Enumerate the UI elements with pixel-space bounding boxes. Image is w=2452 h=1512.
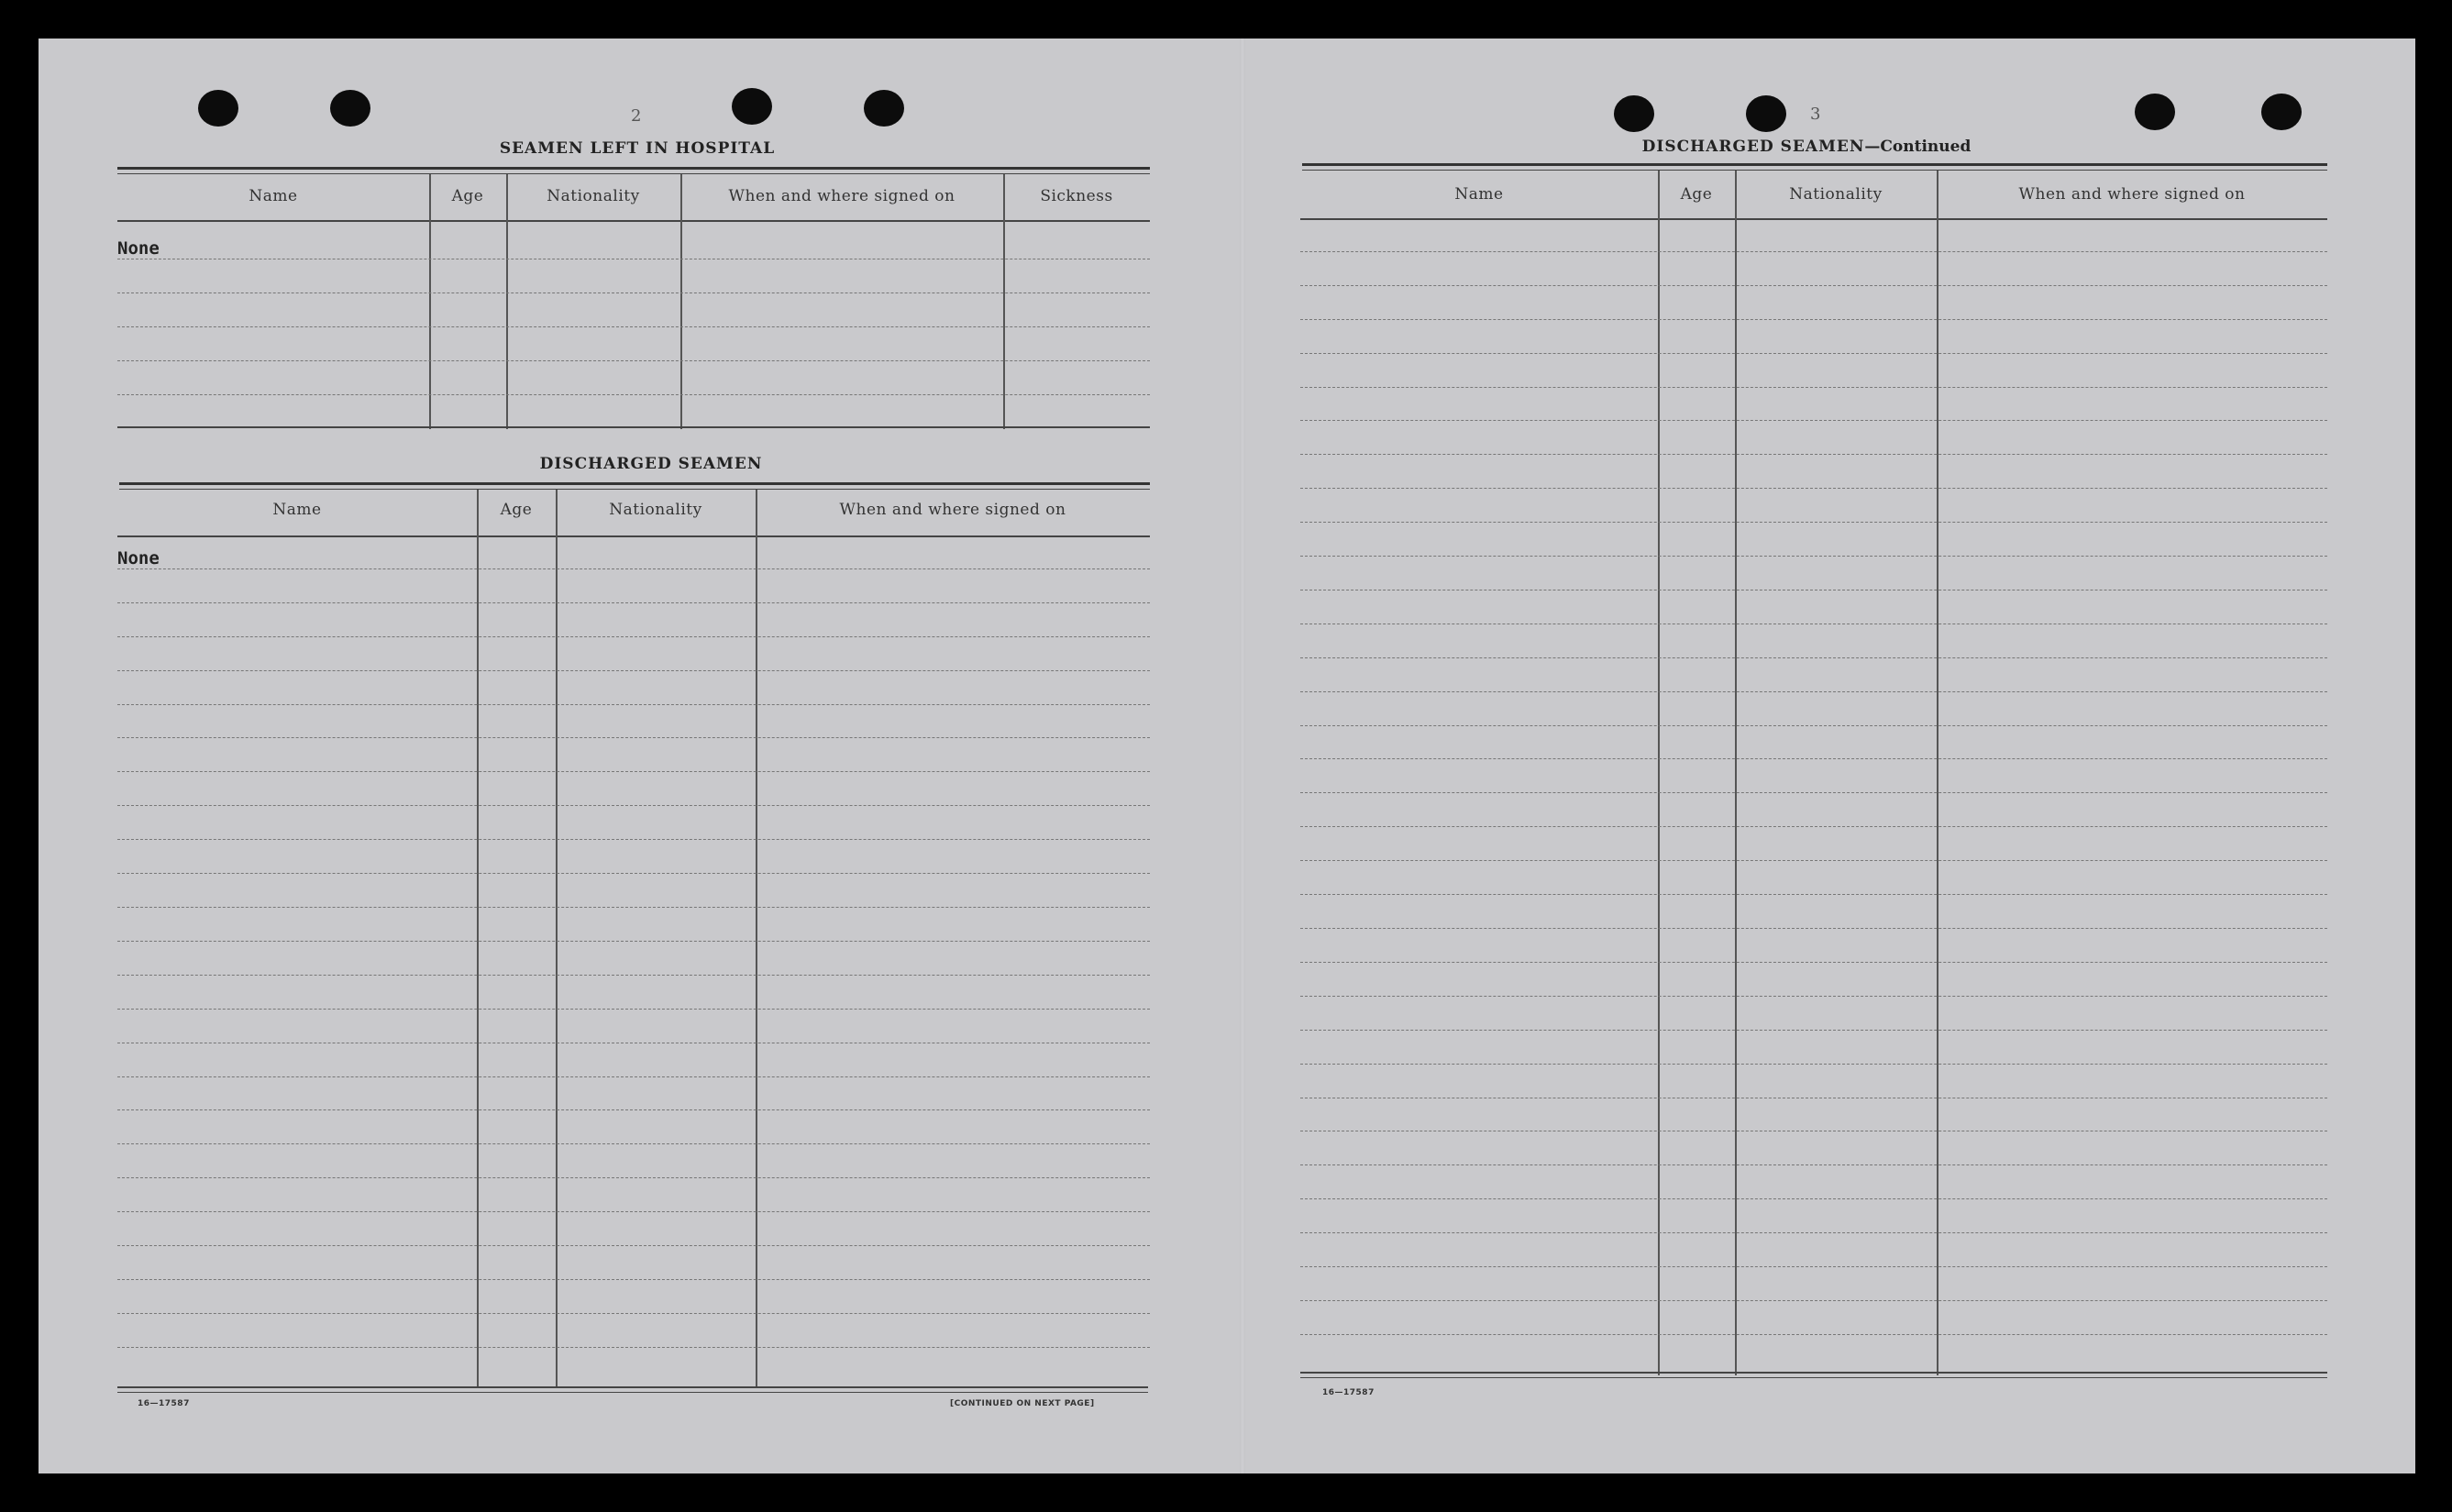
table-row-line	[117, 704, 1150, 705]
table-row-line	[1300, 758, 2327, 759]
column-header: Nationality	[1789, 185, 1883, 204]
name-entry: None	[117, 548, 160, 568]
table-row-line	[1300, 285, 2327, 286]
continued-note: [CONTINUED ON NEXT PAGE]	[950, 1399, 1095, 1408]
column-header: Name	[1454, 185, 1504, 204]
table-row-line	[1300, 353, 2327, 354]
table-row-line	[1300, 522, 2327, 523]
document-sheet	[39, 39, 2415, 1473]
discharged-top-rule-thin	[119, 489, 1150, 490]
header-rule	[117, 535, 1150, 537]
table-row-line	[1300, 792, 2327, 793]
table-row-line	[1300, 928, 2327, 929]
discharged-title-continued: —Continued	[1864, 138, 1972, 156]
hospital-title: SEAMEN LEFT IN HOSPITAL	[499, 139, 776, 158]
hospital-top-rule-thin	[117, 173, 1150, 174]
form-number-right: 16—17587	[1322, 1388, 1375, 1397]
column-divider	[1003, 174, 1005, 429]
punch-hole	[2261, 94, 2302, 130]
column-header: Sickness	[1040, 187, 1113, 205]
table-row-line	[117, 839, 1150, 840]
table-row-line	[117, 737, 1150, 738]
column-divider	[477, 490, 479, 1386]
table-row-line	[1300, 319, 2327, 320]
table-row-line	[1300, 1334, 2327, 1335]
name-entry: None	[117, 238, 160, 259]
table-row-line	[117, 1211, 1150, 1212]
punch-hole	[1746, 95, 1786, 132]
column-header: Name	[249, 187, 298, 205]
table-row-line	[117, 568, 1150, 569]
bottom-rule-left-thin	[117, 1392, 1148, 1393]
table-row-line	[1300, 1232, 2327, 1233]
column-header: Age	[500, 501, 533, 519]
punch-hole	[2135, 94, 2175, 130]
table-row-line	[117, 1279, 1150, 1280]
table-row-line	[1300, 691, 2327, 692]
table-row-line	[1300, 488, 2327, 489]
column-header: When and where signed on	[839, 501, 1066, 519]
table-row-line	[117, 941, 1150, 942]
table-row-line	[117, 670, 1150, 671]
table-row-line	[1300, 996, 2327, 997]
table-row-line	[117, 1313, 1150, 1314]
table-row-line	[117, 975, 1150, 976]
column-divider	[680, 174, 682, 429]
discharged-top-rule	[119, 482, 1150, 485]
table-row-line	[117, 1143, 1150, 1144]
punch-hole	[198, 90, 238, 127]
page-number-right: 3	[1810, 105, 1821, 124]
punch-hole	[330, 90, 370, 127]
table-row-line	[117, 394, 1150, 395]
right-top-rule-thin	[1302, 170, 2327, 171]
column-header: When and where signed on	[2018, 185, 2246, 204]
table-row-line	[117, 602, 1150, 603]
table-row-line	[1300, 454, 2327, 455]
table-row-line	[1300, 420, 2327, 421]
punch-hole	[1614, 95, 1654, 132]
column-divider	[756, 490, 757, 1386]
table-row-line	[117, 1245, 1150, 1246]
table-row-line	[117, 907, 1150, 908]
bottom-rule-right-thin	[1300, 1377, 2327, 1378]
column-divider	[1937, 171, 1938, 1375]
page-crease	[1240, 39, 1245, 1473]
table-row-line	[117, 1076, 1150, 1077]
table-bottom-rule	[117, 426, 1150, 428]
table-row-line	[1300, 251, 2327, 252]
hospital-top-rule	[117, 167, 1150, 170]
table-row-line	[117, 873, 1150, 874]
table-row-line	[1300, 1164, 2327, 1165]
table-row-line	[117, 1109, 1150, 1110]
header-rule	[117, 220, 1150, 222]
discharged-title-main: DISCHARGED SEAMEN	[1641, 138, 1865, 156]
table-row-line	[1300, 826, 2327, 827]
table-row-line	[1300, 1198, 2327, 1199]
table-row-line	[1300, 387, 2327, 388]
column-divider	[429, 174, 431, 429]
column-divider	[506, 174, 508, 429]
bottom-rule-right	[1300, 1372, 2327, 1374]
column-divider	[1735, 171, 1737, 1375]
right-top-rule	[1302, 163, 2327, 166]
bottom-rule-left	[117, 1386, 1148, 1388]
table-row-line	[117, 360, 1150, 361]
table-row-line	[1300, 1030, 2327, 1031]
table-row-line	[1300, 962, 2327, 963]
punch-hole	[732, 88, 772, 125]
table-row-line	[117, 805, 1150, 806]
table-row-line	[1300, 1300, 2327, 1301]
table-row-line	[1300, 657, 2327, 658]
table-row-line	[117, 771, 1150, 772]
table-row-line	[117, 326, 1150, 327]
table-row-line	[1300, 1064, 2327, 1065]
form-number-left: 16—17587	[138, 1399, 190, 1408]
discharged-title-left: DISCHARGED SEAMEN	[539, 455, 763, 473]
column-header: When and where signed on	[728, 187, 955, 205]
table-row-line	[117, 636, 1150, 637]
table-row-line	[117, 1347, 1150, 1348]
header-rule	[1300, 218, 2327, 220]
punch-hole	[864, 90, 904, 127]
table-row-line	[1300, 725, 2327, 726]
table-row-line	[117, 292, 1150, 293]
discharged-title-right	[1577, 138, 2036, 156]
column-divider	[1658, 171, 1660, 1375]
table-row-line	[117, 1009, 1150, 1010]
column-header: Nationality	[609, 501, 702, 519]
column-header: Nationality	[547, 187, 640, 205]
column-header: Age	[1680, 185, 1713, 204]
table-row-line	[1300, 894, 2327, 895]
table-row-line	[117, 1177, 1150, 1178]
page-number-left: 2	[631, 106, 642, 126]
column-header: Age	[451, 187, 484, 205]
column-header: Name	[272, 501, 322, 519]
table-row-line	[1300, 860, 2327, 861]
table-row-line	[1300, 556, 2327, 557]
column-divider	[556, 490, 558, 1386]
table-row-line	[1300, 1266, 2327, 1267]
